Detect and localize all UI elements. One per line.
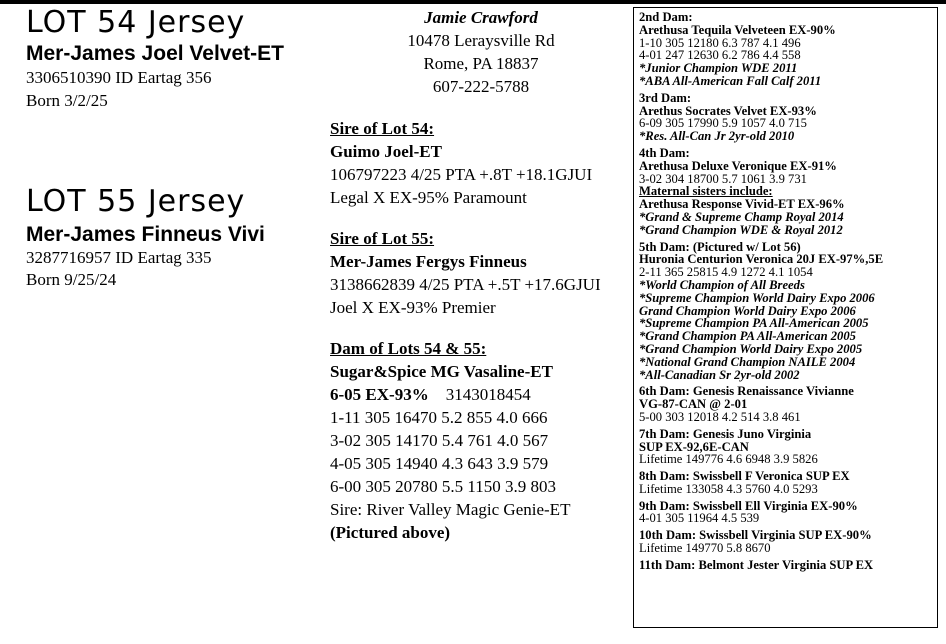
sire-lot-54-block xyxy=(330,117,630,209)
dam-classification: 6-05 EX-93% xyxy=(330,385,429,404)
sire-lot-55-block xyxy=(330,227,630,319)
tenth-dam xyxy=(639,529,937,555)
dam-label: 10th Dam: Swissbell Virginia SUP EX-90% xyxy=(639,528,872,543)
consignor-phone: 607-222-5788 xyxy=(432,77,530,96)
pedigree-box xyxy=(633,7,938,628)
consignor-city: Rome, PA 18837 xyxy=(423,54,539,73)
dam-label: 9th Dam: Swissbell Ell Virginia EX-90% xyxy=(639,498,858,513)
maternal-sisters xyxy=(639,185,937,236)
lot-55-animal-name: Mer-James Finneus Vivi xyxy=(26,223,265,246)
dam-name: Arethus Socrates Velvet EX-93% xyxy=(639,103,817,118)
lot-55-ids: 3287716957 ID Eartag 335 xyxy=(26,248,212,267)
dam-pictured-note: (Pictured above) xyxy=(330,523,451,542)
dam-record: 2-11 365 25815 4.9 1272 4.1 1054 xyxy=(639,265,813,280)
lot-54-ids: 3306510390 ID Eartag 356 xyxy=(26,68,212,87)
dam-record: 3-02 305 14170 5.4 761 4.0 567 xyxy=(330,431,549,450)
sire-lot-55-name: Mer-James Fergys Finneus xyxy=(330,252,527,271)
dam-registration: 3143018454 xyxy=(445,385,531,404)
dam-label: 11th Dam: Belmont Jester Virginia SUP EX xyxy=(639,557,874,572)
dam-record: 1-11 305 16470 5.2 855 4.0 666 xyxy=(330,408,548,427)
award: *Supreme Champion World Dairy Expo 2006 xyxy=(639,290,875,305)
lot-54-title: LOT 54 Jersey xyxy=(26,5,246,40)
sire-lot-55-proof: 3138662839 4/25 PTA +.5T +17.6GJUI xyxy=(330,275,601,294)
award: *Junior Champion WDE 2011 xyxy=(639,61,798,76)
dam-record: Lifetime 149770 5.8 8670 xyxy=(639,541,771,556)
dam-name: Huronia Centurion Veronica 20J EX-97%,5E xyxy=(639,252,884,267)
sire-lot-54-name: Guimo Joel-ET xyxy=(330,142,442,161)
third-dam xyxy=(639,92,937,143)
dam-name: Sugar&Spice MG Vasaline-ET xyxy=(330,362,553,381)
sister-name: Arethusa Response Vivid-ET EX-96% xyxy=(639,197,845,212)
eleventh-dam xyxy=(639,559,937,572)
dam-record: Lifetime 149776 4.6 6948 3.9 5826 xyxy=(639,452,818,467)
dam-classification: VG-87-CAN @ 2-01 xyxy=(639,397,748,412)
dam-record: 4-01 247 12630 6.2 786 4.4 558 xyxy=(639,48,801,63)
ninth-dam xyxy=(639,500,937,526)
dam-block xyxy=(330,337,630,544)
dam-record: 1-10 305 12180 6.3 787 4.1 496 xyxy=(639,35,801,50)
dam-record: 3-02 304 18700 5.7 1061 3.9 731 xyxy=(639,171,807,186)
dam-label: 2nd Dam: xyxy=(639,10,693,24)
fourth-dam xyxy=(639,147,937,185)
sire-lot-55-pedigree: Joel X EX-93% Premier xyxy=(330,298,496,317)
award: *Grand & Supreme Champ Royal 2014 xyxy=(639,209,844,224)
dam-label: 7th Dam: Genesis Juno Virginia xyxy=(639,426,812,441)
sire-lot-54-proof: 106797223 4/25 PTA +.8T +18.1GJUI xyxy=(330,165,593,184)
dam-record: 4-01 305 11964 4.5 539 xyxy=(639,511,760,526)
lot-55-born: Born 9/25/24 xyxy=(26,270,117,289)
sire-lot-54-heading: Sire of Lot 54: xyxy=(330,119,435,138)
maternal-sisters-label: Maternal sisters include: xyxy=(639,184,773,199)
award: *Grand Champion WDE & Royal 2012 xyxy=(639,222,843,237)
lot-54-animal-name: Mer-James Joel Velvet-ET xyxy=(26,42,284,65)
top-rule xyxy=(0,0,946,4)
award: *Res. All-Can Jr 2yr-old 2010 xyxy=(639,129,795,144)
lot-54-born: Born 3/2/25 xyxy=(26,91,108,110)
eighth-dam xyxy=(639,470,937,496)
dam-heading: Dam of Lots 54 & 55: xyxy=(330,339,487,358)
dam-record: Lifetime 133058 4.3 5760 4.0 5293 xyxy=(639,481,818,496)
dam-label: 4th Dam: xyxy=(639,145,690,160)
dam-record: 4-05 305 14940 4.3 643 3.9 579 xyxy=(330,454,549,473)
dam-record: 6-00 305 20780 5.5 1150 3.9 803 xyxy=(330,477,557,496)
dam-sire: Sire: River Valley Magic Genie-ET xyxy=(330,500,571,519)
dam-label: 3rd Dam: xyxy=(639,90,692,105)
award: *Supreme Champion PA All-American 2005 xyxy=(639,316,869,331)
lot-55-title: LOT 55 Jersey xyxy=(26,184,246,219)
award: *Grand Champion World Dairy Expo 2005 xyxy=(639,341,863,356)
sire-lot-55-heading: Sire of Lot 55: xyxy=(330,229,435,248)
award: *All-Canadian Sr 2yr-old 2002 xyxy=(639,367,800,382)
dam-label: 8th Dam: Swissbell F Veronica SUP EX xyxy=(639,469,850,484)
dam-label: 6th Dam: Genesis Renaissance Vivianne xyxy=(639,384,854,399)
fifth-dam xyxy=(639,241,937,382)
consignor-street: 10478 Leraysville Rd xyxy=(407,31,555,50)
dam-record: 6-09 305 17990 5.9 1057 4.0 715 xyxy=(639,116,807,131)
dam-label: 5th Dam: (Pictured w/ Lot 56) xyxy=(639,239,801,254)
dam-name: Arethusa Deluxe Veronique EX-91% xyxy=(639,158,837,173)
award: *National Grand Champion NAILE 2004 xyxy=(639,354,856,369)
dam-record: 5-00 303 12018 4.2 514 3.8 461 xyxy=(639,409,801,424)
award: *Grand Champion PA All-American 2005 xyxy=(639,329,856,344)
seventh-dam xyxy=(639,428,937,466)
sixth-dam xyxy=(639,385,937,423)
second-dam xyxy=(639,11,937,88)
dam-class-line xyxy=(330,383,630,406)
dam-classification: SUP EX-92,6E-CAN xyxy=(639,439,749,454)
consignor-name: Jamie Crawford xyxy=(424,8,538,27)
sire-lot-54-pedigree: Legal X EX-95% Paramount xyxy=(330,188,527,207)
dam-name: Arethusa Tequila Velveteen EX-90% xyxy=(639,22,836,37)
consignor-block xyxy=(376,6,586,98)
award: *ABA All-American Fall Calf 2011 xyxy=(639,73,822,88)
award: Grand Champion World Dairy Expo 2006 xyxy=(639,303,856,318)
award: *World Champion of All Breeds xyxy=(639,277,805,292)
